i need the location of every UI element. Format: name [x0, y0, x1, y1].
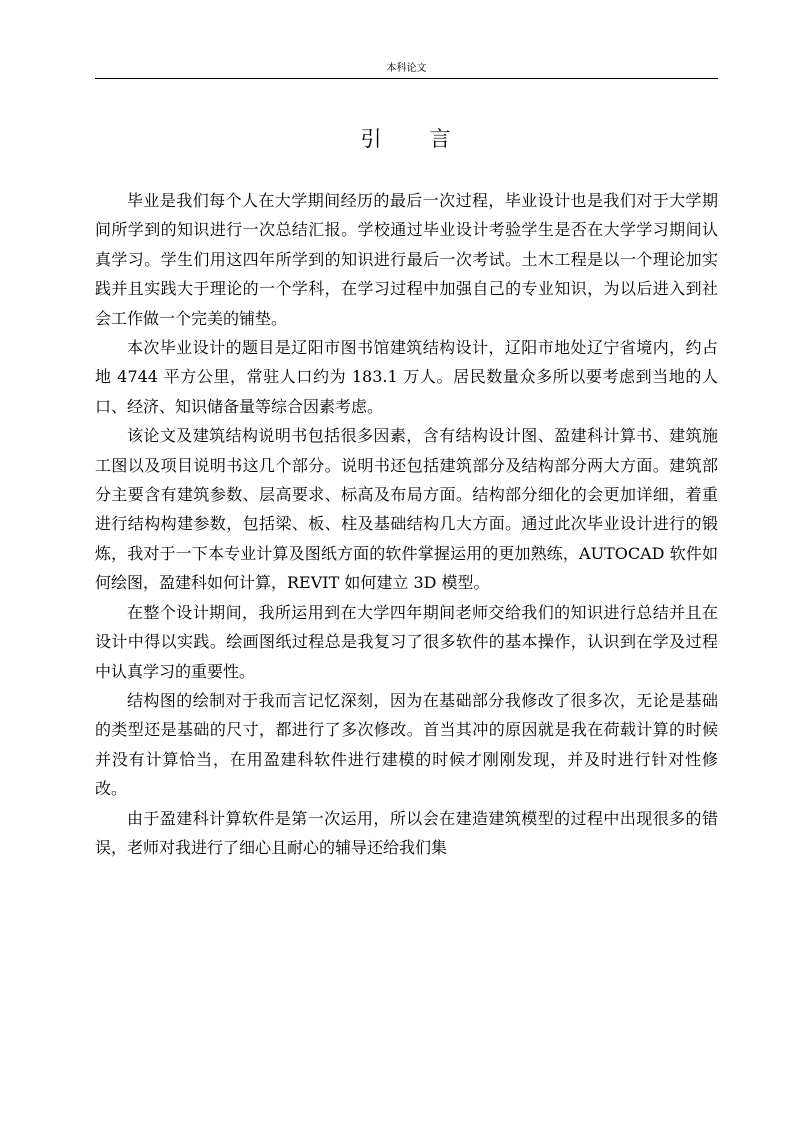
section-title — [95, 124, 718, 154]
paragraph-5: 结构图的绘制对于我而言记忆深刻，因为在基础部分我修改了很多次，无论是基础的类型还是基础的尺寸，都进行了多次修改。首当其冲的原因就是我在荷载计算的时候并没有计算恰当，在用盈建科软件进行建模的时候才刚刚发现，并及时进行针对性修改。 — [95, 690, 718, 799]
paragraph-3: 该论文及建筑结构说明书包括很多因素，含有结构设计图、盈建科计算书、建筑施工图以及项目说明书这几个部分。说明书还包括建筑部分及结构部分两大方面。建筑部分主要含有建筑参数、层高要求、标高及布局方面。结构部分细化的会更加详细，着重进行结构构建参数，包括梁、板、柱及基础结构几大方面。通过此次毕业设计进行的锻炼，我对于一下本专业计算及图纸方面的软件掌握运用的更加熟练，AUTOCAD 软件如何绘图，盈建科如何计算，REVIT 如何建立 3D 模型。 — [95, 426, 718, 593]
page-header — [95, 56, 718, 79]
paragraph-1: 毕业是我们每个人在大学期间经历的最后一次过程，毕业设计也是我们对于大学期间所学到的知识进行一次总结汇报。学校通过毕业设计考验学生是否在大学学习期间认真学习。学生们用这四年所学到的知识进行最后一次考试。土木工程是以一个理论加实践并且实践大于理论的一个学科，在学习过程中加强自己的专业知识，为以后进入到社会工作做一个完美的铺垫。 — [95, 191, 718, 328]
title-char-1: 引 — [360, 127, 384, 151]
running-header-text: 本科论文 — [386, 63, 427, 74]
title-char-2: 言 — [429, 127, 453, 151]
body-text — [95, 186, 718, 862]
paragraph-4: 在整个设计期间，我所运用到在大学四年期间老师交给我们的知识进行总结并且在设计中得以实践。绘画图纸过程总是我复习了很多软件的基本操作，认识到在学及过程中认真学习的重要性。 — [95, 602, 718, 681]
paragraph-6: 由于盈建科计算软件是第一次运用，所以会在建造建筑模型的过程中出现很多的错误，老师对我进行了细心且耐心的辅导还给我们集 — [95, 808, 718, 857]
paragraph-2: 本次毕业设计的题目是辽阳市图书馆建筑结构设计，辽阳市地处辽宁省境内，约占地 4744 平方公里，常驻人口约为 183.1 万人。居民数量众多所以要考虑到当地的人口、经济、知识储备量等综合因素考虑。 — [95, 338, 718, 416]
